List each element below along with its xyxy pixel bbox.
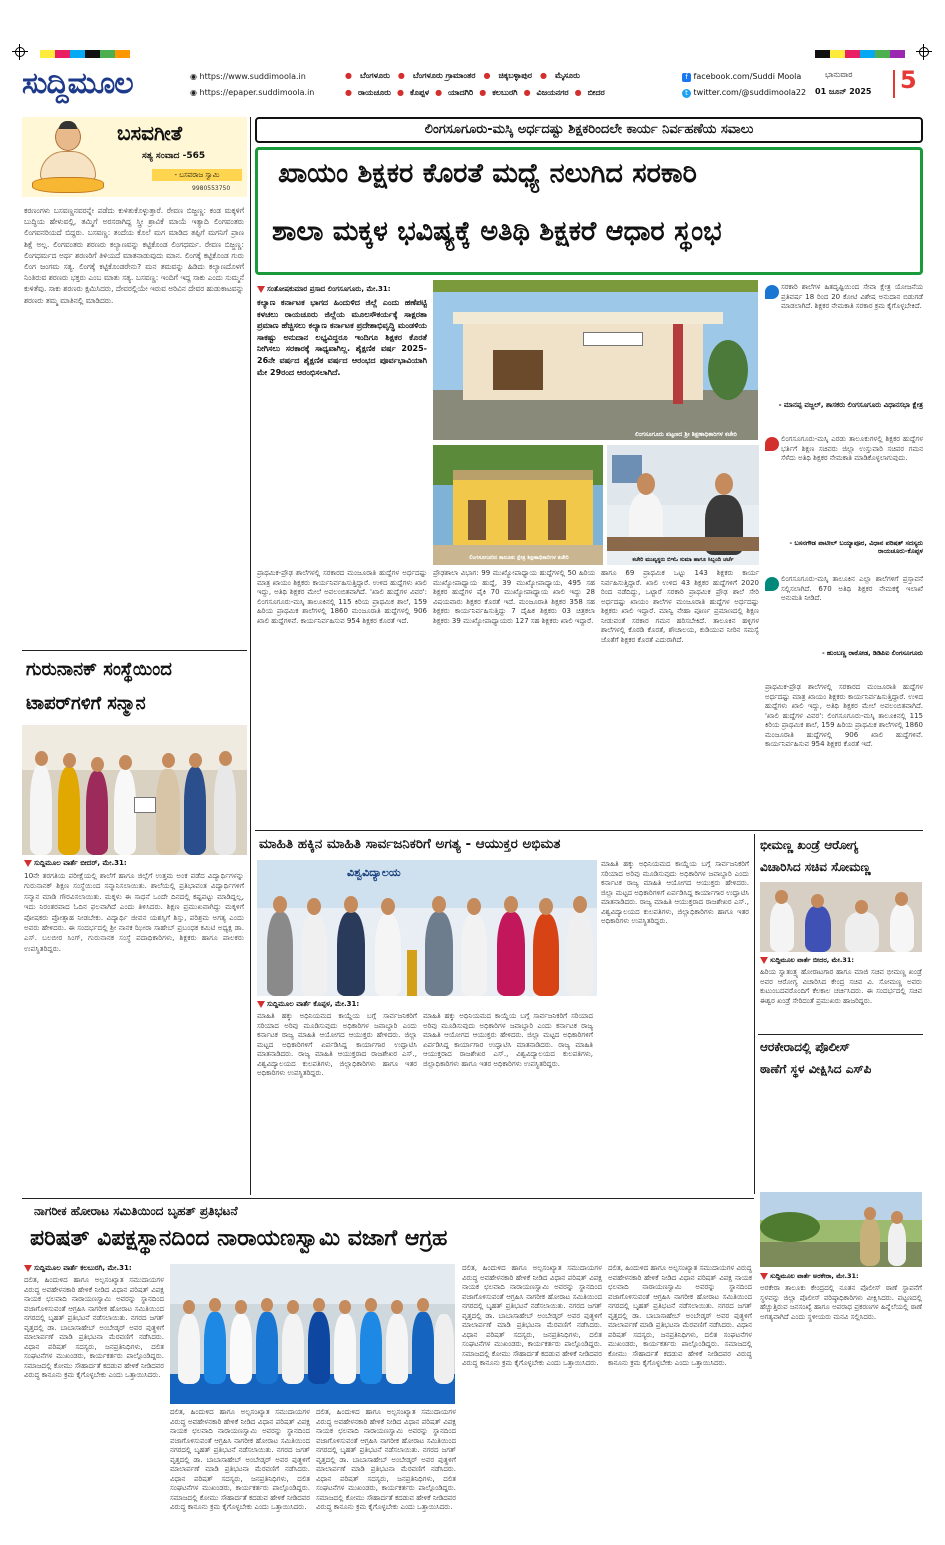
issue-date: 01 ಜೂನ್ 2025	[815, 87, 872, 96]
somanna-body: ಹಿರಿಯ ಸ್ವಾತಂತ್ರ್ಯ ಹೋರಾಟಗಾರ ಹಾಗೂ ಮಾಜಿ ಸಚಿವ ಭೀಮಣ್ಣ ಖಂಡ್ರೆ ಅವರ ಆರೋಗ್ಯ ವಿಚಾರಿಸಿದ ಕೇಂದ್ರ ಸಚಿವ ವಿ. ಸೋಮಣ್ಣ ಅವರು ಕುಟುಂಬದವರೊಂದಿಗೆ ಕೆಲಕಾಲ ಚರ್ಚಿಸಿದರು. ಈ ಸಂದರ್ಭದಲ್ಲಿ ಸಚಿವ ಈಶ್ವರ ಖಂಡ್ರೆ ಸೇರಿದಂತೆ ಪ್ರಮುಖರು ಹಾಜರಿದ್ದರು.	[760, 968, 922, 1005]
twitter-link[interactable]: t twitter.com/@suddimoola22	[682, 88, 806, 98]
office-building-photo	[433, 280, 758, 440]
location-pin-icon	[760, 957, 768, 964]
rti-headline: ಮಾಹಿತಿ ಹಕ್ಕಿನ ಮಾಹಿತಿ ಸಾರ್ವಜನಿಕರಿಗೆ ಅಗತ್ಯ - ಆಯುಕ್ತರ ಅಭಿಮತ	[259, 836, 561, 852]
edition-bidar[interactable]: ಬೀದರ	[587, 88, 605, 97]
gurunanak-headline-1: ಗುರುನಾನಕ್ ಸಂಸ್ಥೆಯಿಂದ	[26, 659, 172, 680]
author-phone: 9980553750	[192, 185, 231, 192]
rti-story	[255, 834, 750, 1194]
rti-body-col-1: ಮಾಹಿತಿ ಹಕ್ಕು ಅಧಿನಿಯಮದ ಕಾಯ್ದೆಯ ಬಗ್ಗೆ ಸಾರ್ವಜನಿಕರಿಗೆ ಸರಿಯಾದ ಅರಿವು ಮೂಡಿಸುವುದು ಅಧಿಕಾರಿಗಳ ಜವಾಬ್ದಾರಿ ಎಂದು ಕರ್ನಾಟಕ ರಾಜ್ಯ ಮಾಹಿತಿ ಆಯೋಗದ ಆಯುಕ್ತರು ಹೇಳಿದರು. ಜಿಲ್ಲಾ ಮಟ್ಟದ ಅಧಿಕಾರಿಗಳಿಗೆ ಏರ್ಪಡಿಸಿದ್ದ ಕಾರ್ಯಾಗಾರ ಉದ್ಘಾಟಿಸಿ ಮಾತನಾಡಿದರು. ರಾಜ್ಯ ಮಾಹಿತಿ ಆಯುಕ್ತರಾದ ರಾಜಶೇಖರ ಎಸ್., ವಿಶ್ವವಿದ್ಯಾಲಯದ ಕುಲಪತಿಗಳು, ಜಿಲ್ಲಾಧಿಕಾರಿಗಳು ಹಾಗೂ ಇತರ ಅಧಿಕಾರಿಗಳು ಉಪಸ್ಥಿತರಿದ್ದರು.	[257, 1012, 417, 1077]
officials-photo-caption: ಕಚೇರಿ ಮುಖ್ಯಸ್ಥರು ಬಿಇಓ ಸುಮಾ ಹಾಗೂ ಸಿಬ್ಬಂದಿ ಚರ್ಚೆ	[632, 557, 734, 563]
somanna-photo	[760, 882, 922, 952]
protest-photo	[170, 1264, 455, 1404]
basava-subtitle: ಸತ್ಯ ಸಂವಾದ -565	[142, 151, 206, 161]
protest-kicker: ನಾಗರೀಕ ಹೋರಾಟ ಸಮಿತಿಯಿಂದ ಬೃಹತ್ ಪ್ರತಿಭಟನೆ	[34, 1204, 238, 1218]
globe-icon: ◉	[190, 88, 197, 97]
somanna-headline-1: ಭೀಮಣ್ಣ ಖಂಡ್ರೆ ಆರೋಗ್ಯ	[760, 838, 859, 852]
edition-vijayanagara[interactable]: ವಿಜಯನಗರ	[536, 88, 569, 97]
sp-headline-2: ಠಾಣೆಗೆ ಸ್ಥಳ ವೀಕ್ಷಿಸಿದ ಎಸ್‌ಪಿ	[760, 1062, 872, 1076]
main-headline-2: ಶಾಲಾ ಮಕ್ಕಳ ಭವಿಷ್ಯಕ್ಕೆ ಅತಿಥಿ ಶಿಕ್ಷಕರೆ ಆಧಾರ ಸ್ಥಂಭ	[272, 216, 722, 247]
main-body-col-3: ಹಾಗೂ 69 ಪ್ರಾಥಮಿಕ ಒಟ್ಟು 143 ಶಿಕ್ಷಕರು ಕಾರ್ಯ ನಿರ್ವಹಿಸುತ್ತಿದ್ದಾರೆ. ಖಾಲಿ ಉಳಿದ 43 ಶಿಕ್ಷಕರ ಹುದ್ದೆಗಳಿಗೆ 2020 ರಿಂದ ನಡೆದಿದ್ದು, ಒಟ್ಟಾರೆ ಸರಕಾರಿ ಪ್ರಾಥಮಿಕ ಪ್ರೌಢ ಶಾಲೆ ಸೇರಿ ಅರ್ಧದಷ್ಟು ಖಾಯಂ ಶಾಲೆಗಳ ಮಂಜೂರಾತಿ ಹುದ್ದೆಗಳ ಅರ್ಧದಷ್ಟು ಶಿಕ್ಷಕರು ಖಾಲಿ ಇದ್ದಾರೆ. ಮಾನ್ವಿ ನೇಹಾ ಪೂರ್ಣ ಪ್ರಮಾಣದಲ್ಲಿ ಶಿಕ್ಷಣ ನೀಡುವಂತೆ ಸರಕಾರ ಗಮನ ಹರಿಸಬೇಕಿದೆ. ತಾಲೂಕಿನ ಹಳ್ಳಿಗಳ ಶಾಲೆಗಳಲ್ಲಿ ಕೊಠಡಿ ಕೊರತೆ, ಶೌಚಾಲಯ, ಕುಡಿಯುವ ನೀರಿನ ಸಮಸ್ಯೆ ಜೊತೆಗೆ ಶಿಕ್ಷಕರ ಕೊರತೆ ಎದುರಾಗಿದೆ.	[601, 569, 759, 644]
rti-dateline: ಸುದ್ದಿಮೂಲ ವಾರ್ತೆ ಕೊಪ್ಪಳ, ಮೇ.31:	[257, 1000, 359, 1009]
logo[interactable]: ಸುದ್ದಿಮೂಲ	[22, 66, 133, 101]
quote-box-1: ಸರಕಾರಿ ಶಾಲೆಗಳ ಹಿತದೃಷ್ಟಿಯಿಂದ ಸೇವಾ ಕ್ಷೇತ್ರ ಯೋಜನೆಯ ಪ್ರತಿವರ್ಷ 18 ರಿಂದ 20 ಕೋಟಿ ವಿಶೇಷ ಅನುದಾನ ಬಿಡುಗಡೆ ಮಾಡಲಾಗಿದೆ. ಶಿಕ್ಷಕರ ನೇಮಕಾತಿ ಸರಕಾರ ಕ್ರಮ ಕೈಗೊಳ್ಳಬೇಕಿದೆ. - ಮಾನಪ್ಪ ವಜ್ಜಲ್, ಶಾಸಕರು ಲಿಂಗಸೂಗೂರು ವಿಧಾನಸಭಾ ಕ್ಷೇತ್ರ	[763, 283, 923, 433]
rti-body-col-2: ಮಾಹಿತಿ ಹಕ್ಕು ಅಧಿನಿಯಮದ ಕಾಯ್ದೆಯ ಬಗ್ಗೆ ಸಾರ್ವಜನಿಕರಿಗೆ ಸರಿಯಾದ ಅರಿವು ಮೂಡಿಸುವುದು ಅಧಿಕಾರಿಗಳ ಜವಾಬ್ದಾರಿ ಎಂದು ಕರ್ನಾಟಕ ರಾಜ್ಯ ಮಾಹಿತಿ ಆಯೋಗದ ಆಯುಕ್ತರು ಹೇಳಿದರು. ಜಿಲ್ಲಾ ಮಟ್ಟದ ಅಧಿಕಾರಿಗಳಿಗೆ ಏರ್ಪಡಿಸಿದ್ದ ಕಾರ್ಯಾಗಾರ ಉದ್ಘಾಟಿಸಿ ಮಾತನಾಡಿದರು. ರಾಜ್ಯ ಮಾಹಿತಿ ಆಯುಕ್ತರಾದ ರಾಜಶೇಖರ ಎಸ್., ವಿಶ್ವವಿದ್ಯಾಲಯದ ಕುಲಪತಿಗಳು, ಜಿಲ್ಲಾಧಿಕಾರಿಗಳು ಹಾಗೂ ಇತರ ಅಧಿಕಾರಿಗಳು ಉಪಸ್ಥಿತರಿದ್ದರು.	[423, 1012, 593, 1068]
basava-header	[22, 117, 247, 197]
basava-title: ಬಸವಗೀತೆ	[117, 121, 183, 145]
basava-column	[22, 117, 247, 648]
sp-photo	[760, 1192, 922, 1267]
edition-row-1: ● ಬೆಂಗಳೂರು ● ಬೆಂಗಳೂರು ಗ್ರಾಮಾಂತರ ● ಚಿಕ್ಕಬಳ್ಳಾಪುರ ● ಮೈಸೂರು	[345, 71, 580, 80]
sp-dateline: ಸುದ್ದಿಮೂಲ ವಾರ್ತೆ ಅರಕೇರಾ, ಮೇ.31:	[760, 1272, 859, 1281]
page-divider	[893, 70, 895, 98]
main-lead: ಕಲ್ಯಾಣ ಕರ್ನಾಟಕ ಭಾಗದ ಹಿಂದುಳಿದ ಜಿಲ್ಲೆ ಎಂದು ಹಣೆಪಟ್ಟಿ ಕಳಚಲು ರಾಯಚೂರು ಜಿಲ್ಲೆಯ ಮೂಲಸೌಕರ್ಯಕ್ಕೆ ಸಾಕ್ಷರತಾ ಪ್ರಮಾಣ ಹೆಚ್ಚಿಸಲು ಕಲ್ಯಾಣ ಕರ್ನಾಟಕ ಪ್ರದೇಶಾಭಿವೃದ್ಧಿ ಮಂಡಳಿಯ ಸಾಕಷ್ಟು ಅನುದಾನ ಲಭ್ಯವಿದ್ದರೂ ಇಂದಿಗೂ ಶಿಕ್ಷಕರ ಕೊರತೆ ನೀಗಿಸಲು ಸರಕಾರಕ್ಕೆ ಸಾಧ್ಯವಾಗಿಲ್ಲ. ಶೈಕ್ಷಣಿಕ ವರ್ಷ 2025-26ನೇ ವರ್ಷದ ಶೈಕ್ಷಣಿಕ ವರ್ಷದ ಆರಂಭದ ಪೂರ್ವಭಾವಿಯಾಗಿ ಮೇ 29ರಂದ ಆರಂಭಿಸಲಾಗಿದೆ.	[257, 298, 427, 377]
protest-headline: ಪರಿಷತ್ ವಿಪಕ್ಷಸ್ಥಾನದಿಂದ ನಾರಾಯಣಸ್ವಾಮಿ ವಜಾಗೆ ಆಗ್ರಹ	[30, 1226, 448, 1251]
rti-body-col-3: ಮಾಹಿತಿ ಹಕ್ಕು ಅಧಿನಿಯಮದ ಕಾಯ್ದೆಯ ಬಗ್ಗೆ ಸಾರ್ವಜನಿಕರಿಗೆ ಸರಿಯಾದ ಅರಿವು ಮೂಡಿಸುವುದು ಅಧಿಕಾರಿಗಳ ಜವಾಬ್ದಾರಿ ಎಂದು ಕರ್ನಾಟಕ ರಾಜ್ಯ ಮಾಹಿತಿ ಆಯೋಗದ ಆಯುಕ್ತರು ಹೇಳಿದರು. ಜಿಲ್ಲಾ ಮಟ್ಟದ ಅಧಿಕಾರಿಗಳಿಗೆ ಏರ್ಪಡಿಸಿದ್ದ ಕಾರ್ಯಾಗಾರ ಉದ್ಘಾಟಿಸಿ ಮಾತನಾಡಿದರು. ರಾಜ್ಯ ಮಾಹಿತಿ ಆಯುಕ್ತರಾದ ರಾಜಶೇಖರ ಎಸ್., ವಿಶ್ವವಿದ್ಯಾಲಯದ ಕುಲಪತಿಗಳು, ಜಿಲ್ಲಾಧಿಕಾರಿಗಳು ಹಾಗೂ ಇತರ ಅಧಿಕಾರಿಗಳು ಉಪಸ್ಥಿತರಿದ್ದರು.	[601, 860, 749, 925]
school-building-photo	[433, 445, 603, 565]
main-headline-box	[255, 147, 923, 275]
edition-kalaburagi[interactable]: ಕಲಬುರಗಿ	[492, 88, 518, 97]
protest-body-col-2: ದಲಿತ, ಹಿಂದುಳಿದ ಹಾಗೂ ಅಲ್ಪಸಂಖ್ಯಾತ ಸಮುದಾಯಗಳ ವಿರುದ್ಧ ಅವಹೇಳನಕಾರಿ ಹೇಳಿಕೆ ನೀಡಿದ ವಿಧಾನ ಪರಿಷತ್ ವಿಪಕ್ಷ ನಾಯಕ ಛಲವಾದಿ ನಾರಾಯಣಸ್ವಾಮಿ ಅವರನ್ನು ಸ್ಥಾನದಿಂದ ವಜಾಗೊಳಿಸುವಂತೆ ಆಗ್ರಹಿಸಿ ನಾಗರೀಕ ಹೋರಾಟ ಸಮಿತಿಯಿಂದ ನಗರದಲ್ಲಿ ಬೃಹತ್ ಪ್ರತಿಭಟನೆ ನಡೆಸಲಾಯಿತು. ನಗರದ ಜಗತ್ ವೃತ್ತದಲ್ಲಿ ಡಾ. ಬಾಬಾಸಾಹೇಬ್ ಅಂಬೇಡ್ಕರ್ ಅವರ ಪುತ್ಥಳಿಗೆ ಮಾಲಾರ್ಪಣೆ ಮಾಡಿ ಪ್ರತಿಭಟನಾ ಮೆರವಣಿಗೆ ನಡೆಸಿದರು. ವಿಧಾನ ಪರಿಷತ್ ಸದಸ್ಯರು, ಜನಪ್ರತಿನಿಧಿಗಳು, ದಲಿತ ಸಂಘಟನೆಗಳ ಮುಖಂಡರು, ಕಾರ್ಯಕರ್ತರು ಪಾಲ್ಗೊಂಡಿದ್ದರು. ಸಮಾಜದಲ್ಲಿ ಕೋಮು ಸೌಹಾರ್ದತೆ ಕದಡುವ ಹೇಳಿಕೆ ನೀಡಿದವರ ವಿರುದ್ಧ ಕಾನೂನು ಕ್ರಮ ಕೈಗೊಳ್ಳಬೇಕು ಎಂದು ಒತ್ತಾಯಿಸಿದರು.	[170, 1408, 310, 1511]
facebook-icon: f	[682, 73, 691, 82]
sp-headline-1: ಆರಕೇರಾದಲ್ಲಿ ಪೊಲೀಸ್	[760, 1040, 850, 1054]
gurunanak-headline-2: ಟಾಪರ್‌ಗಳಿಗೆ ಸನ್ಮಾನ	[26, 693, 146, 714]
main-body-col-4: ಪ್ರಾಥಮಿಕ-ಪ್ರೌಢ ಶಾಲೆಗಳಲ್ಲಿ ಸರಕಾರದ ಮಂಜೂರಾತಿ ಹುದ್ದೆಗಳ ಅರ್ಧದಷ್ಟು ಮಾತ್ರ ಖಾಯಂ ಶಿಕ್ಷಕರು ಕಾರ್ಯನಿರ್ವಹಿಸುತ್ತಿದ್ದಾರೆ. ಉಳಿದ ಹುದ್ದೆಗಳು ಖಾಲಿ ಇದ್ದು, ಅತಿಥಿ ಶಿಕ್ಷಕರ ಮೇಲೆ ಅವಲಂಬಿತವಾಗಿದೆ. 'ಖಾಲಿ ಹುದ್ದೆಗಳ ವಿವರ': ಲಿಂಗಸೂಗೂರು-ಮಸ್ಕಿ ತಾಲೂಕಿನಲ್ಲಿ 115 ಕಿರಿಯ ಪ್ರಾಥಮಿಕ ಶಾಲೆ, 159 ಹಿರಿಯ ಪ್ರಾಥಮಿಕ ಶಾಲೆಗಳಲ್ಲಿ 1860 ಮಂಜೂರಾತಿ ಹುದ್ದೆಗಳಲ್ಲಿ 906 ಖಾಲಿ ಹುದ್ದೆಗಳಿವೆ. ಕಾರ್ಯನಿರ್ವಹಿಸುವ 954 ಶಿಕ್ಷಕರ ಕೊರತೆ ಇದೆ.	[765, 683, 923, 748]
protest-body-col-1: ದಲಿತ, ಹಿಂದುಳಿದ ಹಾಗೂ ಅಲ್ಪಸಂಖ್ಯಾತ ಸಮುದಾಯಗಳ ವಿರುದ್ಧ ಅವಹೇಳನಕಾರಿ ಹೇಳಿಕೆ ನೀಡಿದ ವಿಧಾನ ಪರಿಷತ್ ವಿಪಕ್ಷ ನಾಯಕ ಛಲವಾದಿ ನಾರಾಯಣಸ್ವಾಮಿ ಅವರನ್ನು ಸ್ಥಾನದಿಂದ ವಜಾಗೊಳಿಸುವಂತೆ ಆಗ್ರಹಿಸಿ ನಾಗರೀಕ ಹೋರಾಟ ಸಮಿತಿಯಿಂದ ನಗರದಲ್ಲಿ ಬೃಹತ್ ಪ್ರತಿಭಟನೆ ನಡೆಸಲಾಯಿತು. ನಗರದ ಜಗತ್ ವೃತ್ತದಲ್ಲಿ ಡಾ. ಬಾಬಾಸಾಹೇಬ್ ಅಂಬೇಡ್ಕರ್ ಅವರ ಪುತ್ಥಳಿಗೆ ಮಾಲಾರ್ಪಣೆ ಮಾಡಿ ಪ್ರತಿಭಟನಾ ಮೆರವಣಿಗೆ ನಡೆಸಿದರು. ವಿಧಾನ ಪರಿಷತ್ ಸದಸ್ಯರು, ಜನಪ್ರತಿನಿಧಿಗಳು, ದಲಿತ ಸಂಘಟನೆಗಳ ಮುಖಂಡರು, ಕಾರ್ಯಕರ್ತರು ಪಾಲ್ಗೊಂಡಿದ್ದರು. ಸಮಾಜದಲ್ಲಿ ಕೋಮು ಸೌಹಾರ್ದತೆ ಕದಡುವ ಹೇಳಿಕೆ ನೀಡಿದವರ ವಿರುದ್ಧ ಕಾನೂನು ಕ್ರಮ ಕೈಗೊಳ್ಳಬೇಕು ಎಂದು ಒತ್ತಾಯಿಸಿದರು.	[24, 1276, 164, 1379]
crop-mark-right	[916, 44, 932, 60]
facebook-link[interactable]: f facebook.com/Suddi Moola	[682, 72, 801, 82]
protest-body-col-5: ದಲಿತ, ಹಿಂದುಳಿದ ಹಾಗೂ ಅಲ್ಪಸಂಖ್ಯಾತ ಸಮುದಾಯಗಳ ವಿರುದ್ಧ ಅವಹೇಳನಕಾರಿ ಹೇಳಿಕೆ ನೀಡಿದ ವಿಧಾನ ಪರಿಷತ್ ವಿಪಕ್ಷ ನಾಯಕ ಛಲವಾದಿ ನಾರಾಯಣಸ್ವಾಮಿ ಅವರನ್ನು ಸ್ಥಾನದಿಂದ ವಜಾಗೊಳಿಸುವಂತೆ ಆಗ್ರಹಿಸಿ ನಾಗರೀಕ ಹೋರಾಟ ಸಮಿತಿಯಿಂದ ನಗರದಲ್ಲಿ ಬೃಹತ್ ಪ್ರತಿಭಟನೆ ನಡೆಸಲಾಯಿತು. ನಗರದ ಜಗತ್ ವೃತ್ತದಲ್ಲಿ ಡಾ. ಬಾಬಾಸಾಹೇಬ್ ಅಂಬೇಡ್ಕರ್ ಅವರ ಪುತ್ಥಳಿಗೆ ಮಾಲಾರ್ಪಣೆ ಮಾಡಿ ಪ್ರತಿಭಟನಾ ಮೆರವಣಿಗೆ ನಡೆಸಿದರು. ವಿಧಾನ ಪರಿಷತ್ ಸದಸ್ಯರು, ಜನಪ್ರತಿನಿಧಿಗಳು, ದಲಿತ ಸಂಘಟನೆಗಳ ಮುಖಂಡರು, ಕಾರ್ಯಕರ್ತರು ಪಾಲ್ಗೊಂಡಿದ್ದರು. ಸಮಾಜದಲ್ಲಿ ಕೋಮು ಸೌಹಾರ್ದತೆ ಕದಡುವ ಹೇಳಿಕೆ ನೀಡಿದವರ ವಿರುದ್ಧ ಕಾನೂನು ಕ್ರಮ ಕೈಗೊಳ್ಳಬೇಕು ಎಂದು ಒತ್ತಾಯಿಸಿದರು.	[608, 1264, 752, 1367]
edition-bengaluru-rural[interactable]: ಬೆಂಗಳೂರು ಗ್ರಾಮಾಂತರ	[412, 71, 476, 80]
edition-raichur[interactable]: ರಾಯಚೂರು	[357, 88, 391, 97]
certificate	[134, 797, 156, 813]
main-story	[255, 117, 923, 825]
globe-icon: ◉	[190, 72, 197, 81]
edition-dot-icon: ●	[345, 71, 352, 80]
school-photo-caption: ಲಿಂಗಸೂಗೂರಿನ ತಾಲೂಕು ಕ್ಷೇತ್ರ ಶಿಕ್ಷಣಾಧಿಕಾರಿಗಳ ಕಚೇರಿ	[469, 555, 569, 561]
main-kicker: ಲಿಂಗಸೂಗೂರು-ಮಸ್ಕಿ ಅರ್ಧದಷ್ಟು ಶಿಕ್ಷಕರಿಂದಲೇ ಕಾರ್ಯ ನಿರ್ವಹಣೆಯ ಸವಾಲು	[255, 117, 923, 143]
quote-box-3: ಲಿಂಗಸೂಗೂರು-ಮಸ್ಕಿ ತಾಲೂಕಿನ ಎಲ್ಲಾ ಶಾಲೆಗಳಿಗೆ ಪ್ರಸ್ತಾವನೆ ಸಲ್ಲಿಸಲಾಗಿದೆ. 670 ಅತಿಥಿ ಶಿಕ್ಷಕರ ನೇಮಕಕ್ಕೆ ಇಲಾಖೆ ಅನುಮತಿ ನೀಡಿದೆ. - ಹುಂಬಣ್ಣ ರಾಠೋಡ, ಡಿಡಿಪಿಐ ಲಿಂಗಸೂಗೂರು	[763, 575, 923, 675]
somanna-story	[758, 834, 923, 1032]
quote-box-2: ಲಿಂಗಸೂಗೂರು-ಮಸ್ಕಿ ಎರಡು ತಾಲೂಕುಗಳಲ್ಲಿ ಶಿಕ್ಷಕರ ಹುದ್ದೆಗಳ ಭರ್ತಿಗೆ ಶಿಕ್ಷಣ ಸಚಿವರು ಜಿಲ್ಲಾ ಉಸ್ತುವಾರಿ ಸಚಿವರ ಗಮನ ಸೆಳೆದು ಅತಿಥಿ ಶಿಕ್ಷಕರ ನೇಮಕಾತಿ ಮಾಡಿಕೊಳ್ಳಲಾಗುವುದು. - ಬಸನಗೌಡ ಪಾಟೀಲ್ ಬಯ್ಯಾಪೂರ, ವಿಧಾನ ಪರಿಷತ್ ಸದಸ್ಯರು ರಾಯಚೂರು-ಕೊಪ್ಪಳ	[763, 435, 923, 571]
edition-mysuru[interactable]: ಮೈಸೂರು	[555, 71, 580, 80]
basava-body: ಕರಣಂಗಳು ಬಸವಣ್ಣನವರನ್ನೇ ಪಡೆದು ಕುಳಿತುಕೊಳ್ಳುತ್ತಾರೆ. ರೇವಣ ಬಿಜ್ಜಣ್ಣ: ಕಂಡ ಮಕ್ಕಳಿಗೆ ಬುದ್ಧಿಯ ಹೇಳುವಲ್ಲಿ, ತಮ್ಮಿಗೆ ಅರಸರಾಗಿದ್ದ ಸ್ತ್ರೀ ಶ್ರಾವಿಕೆ ಮಾಯೆ ಇತ್ಯಾದಿ ಲಿಂಗವಂತರು ಲಿಂಗವನರಿಯದೆ ಬಿದ್ದರು. ಬಸವಣ್ಣ: ತಂದೆಯ ಕೊಲೆ ಮಗ ಮಾಡಿದ ತಪ್ಪಿಗೆ ಮಗನಿಗೆ ಪ್ರಾಣ ಶಿಕ್ಷೆ ಅಲ್ಲ. ಲಿಂಗವಂತರು ಶರಣರು ಕಲ್ಯಾಣವನ್ನು ಕಟ್ಟಿಕೊಂಡ ಲಿಂಗಧರ್ಮ. ರೇವಣ ಬಿಜ್ಜಣ್ಣ: ಲಿಂಗಧರ್ಮದ ಅರ್ಥ ಶರಣರಿಗೆ ತಿಳಿಯದೆ ಮಾತನಾಡುವುದು ಮಾನ. ಲಿಂಗಕ್ಕೆ ಕಟ್ಟಿಕೊಂಡ ಗುರು ಲಿಂಗ ಜಂಗಮ ಸತ್ಯ. ಲಿಂಗಕ್ಕೆ ಕಟ್ಟಿಕೊಂಡರೇನು? ಮನ ತಮವನ್ನು ಹಿಡಿದು ಕಲ್ಯಾಣದೊಳಗೆ ನಿಂತಿರುವ ಶರಣರು ಭಕ್ತರು ಎಂಬ ಮಾತು ಸತ್ಯ. ಬಸವಣ್ಣ: ಇಂದಿಗೆ ಇದ್ದ ಸಾಕು ಎಂದು ಸುಮ್ಮನೆ ಕುಳಿತೆವು. ಸಾಕು ಶರಣರು ಕ್ಷಮಿಸಿದರು, ದೇವರಲ್ಲಿಯೇ ಇರುವ ಅರಿವಿನ ದೇವರ ಹುಡುಕಾಟವನ್ನು ಶರಣರು ತಮ್ಮ ಮಾತಿನಲ್ಲಿ ಮಾಡಿದರು.	[24, 206, 244, 305]
twitter-icon: t	[682, 89, 691, 98]
location-pin-icon	[257, 1001, 265, 1008]
sp-story	[758, 1038, 923, 1528]
saint-illustration	[30, 121, 105, 195]
edition-yadgir[interactable]: ಯಾದಗಿರಿ	[448, 88, 474, 97]
edition-koppal[interactable]: ಕೊಪ್ಪಳ	[409, 88, 430, 97]
location-pin-icon	[257, 286, 265, 293]
office-photo-caption: ಲಿಂಗಸೂಗೂರು ಪಟ್ಟಣದ ಶ್ರೀ ಶಿಕ್ಷಣಾಧಿಕಾರಿಗಳ ಕಚೇರಿ	[635, 431, 737, 438]
gurunanak-dateline: ಸುದ್ದಿಮೂಲ ವಾರ್ತೆ ಬೀದರ್, ಮೇ.31:	[24, 859, 127, 868]
protest-body-col-4: ದಲಿತ, ಹಿಂದುಳಿದ ಹಾಗೂ ಅಲ್ಪಸಂಖ್ಯಾತ ಸಮುದಾಯಗಳ ವಿರುದ್ಧ ಅವಹೇಳನಕಾರಿ ಹೇಳಿಕೆ ನೀಡಿದ ವಿಧಾನ ಪರಿಷತ್ ವಿಪಕ್ಷ ನಾಯಕ ಛಲವಾದಿ ನಾರಾಯಣಸ್ವಾಮಿ ಅವರನ್ನು ಸ್ಥಾನದಿಂದ ವಜಾಗೊಳಿಸುವಂತೆ ಆಗ್ರಹಿಸಿ ನಾಗರೀಕ ಹೋರಾಟ ಸಮಿತಿಯಿಂದ ನಗರದಲ್ಲಿ ಬೃಹತ್ ಪ್ರತಿಭಟನೆ ನಡೆಸಲಾಯಿತು. ನಗರದ ಜಗತ್ ವೃತ್ತದಲ್ಲಿ ಡಾ. ಬಾಬಾಸಾಹೇಬ್ ಅಂಬೇಡ್ಕರ್ ಅವರ ಪುತ್ಥಳಿಗೆ ಮಾಲಾರ್ಪಣೆ ಮಾಡಿ ಪ್ರತಿಭಟನಾ ಮೆರವಣಿಗೆ ನಡೆಸಿದರು. ವಿಧಾನ ಪರಿಷತ್ ಸದಸ್ಯರು, ಜನಪ್ರತಿನಿಧಿಗಳು, ದಲಿತ ಸಂಘಟನೆಗಳ ಮುಖಂಡರು, ಕಾರ್ಯಕರ್ತರು ಪಾಲ್ಗೊಂಡಿದ್ದರು. ಸಮಾಜದಲ್ಲಿ ಕೋಮು ಸೌಹಾರ್ದತೆ ಕದಡುವ ಹೇಳಿಕೆ ನೀಡಿದವರ ವಿರುದ್ಧ ಕಾನೂನು ಕ್ರಮ ಕೈಗೊಳ್ಳಬೇಕು ಎಂದು ಒತ್ತಾಯಿಸಿದರು.	[462, 1264, 602, 1367]
gurunanak-body: 10ನೇ ತರಗತಿಯ ಪರೀಕ್ಷೆಯಲ್ಲಿ ಶಾಲೆಗೆ ಹಾಗೂ ಜಿಲ್ಲೆಗೆ ಉತ್ತಮ ಅಂಕ ಪಡೆದ ವಿದ್ಯಾರ್ಥಿಗಳನ್ನು ಗುರುನಾನಕ್ ಶಿಕ್ಷಣ ಸಂಸ್ಥೆಯಿಂದ ಸನ್ಮಾನಿಸಲಾಯಿತು. ಶಾಲೆಯಲ್ಲಿ ಪ್ರತಿಭಾವಂತ ವಿದ್ಯಾರ್ಥಿಗಳಿಗೆ ಸನ್ಮಾನ ಮಾಡಿ ಗೌರವಿಸಲಾಯಿತು. ಮಕ್ಕಳು ಈ ಸಾಧನೆ ಒಂದೇ ದಿನದಲ್ಲಿ ಕಷ್ಟಪಟ್ಟು ಮಾಡಿದ್ದಲ್ಲ, ಇದು ನಿರಂತರವಾದ ಓದಿನ ಫಲವಾಗಿದೆ ಎಂದು ತಿಳಿಸಿದರು. ಶಿಕ್ಷಣ ಪ್ರಮುಖವಾಗಿದ್ದು ಮಕ್ಕಳಿಗೆ ಪೋಷಕರು ಪ್ರೋತ್ಸಾಹ ನೀಡಬೇಕು. ವಿದ್ಯಾರ್ಥಿ ಜೀವನ ಯಶಸ್ಸಿಗೆ ಶಿಸ್ತು, ಪರಿಶ್ರಮ ಅಗತ್ಯ ಎಂದು ಅವರು ಹೇಳಿದರು. ಈ ಸಂದರ್ಭದಲ್ಲಿ ಶ್ರೀ ನಾನಕ ಝೀರಾ ಸಾಹೇಬ್ ಪ್ರಬಂಧಕ ಕಮಿಟಿ ಅಧ್ಯಕ್ಷ ಡಾ. ಎಸ್. ಬಲಬೀರ ಸಿಂಗ್, ಗುರುನಾನಕ ಸಂಸ್ಥೆ ಪದಾಧಿಕಾರಿಗಳು, ಶಿಕ್ಷಕರು ಹಾಗೂ ಪಾಲಕರು ಉಪಸ್ಥಿತರಿದ್ದರು.	[24, 871, 244, 953]
somanna-headline-2: ವಿಚಾರಿಸಿದ ಸಚಿವ ಸೋಮಣ್ಣ	[760, 860, 871, 874]
edition-chikkaballapur[interactable]: ಚಿಕ್ಕಬಳ್ಳಾಪುರ	[498, 71, 533, 80]
university-banner: ವಿಶ್ವವಿದ್ಯಾಲಯ	[347, 866, 401, 879]
page-number: 5	[900, 66, 917, 94]
location-pin-icon	[760, 1273, 768, 1280]
crop-mark-left	[12, 44, 28, 60]
location-pin-icon	[24, 1265, 32, 1272]
registration-bar-right	[815, 50, 905, 58]
main-headline-1: ಖಾಯಂ ಶಿಕ್ಷಕರ ಕೊರತೆ ಮಧ್ಯೆ ನಲುಗಿದ ಸರಕಾರಿ	[278, 158, 697, 189]
epaper-link[interactable]: ◉ https://epaper.suddimoola.in	[190, 88, 315, 97]
main-body-col-1: ಪ್ರಾಥಮಿಕ-ಪ್ರೌಢ ಶಾಲೆಗಳಲ್ಲಿ ಸರಕಾರದ ಮಂಜೂರಾತಿ ಹುದ್ದೆಗಳ ಅರ್ಧದಷ್ಟು ಮಾತ್ರ ಖಾಯಂ ಶಿಕ್ಷಕರು ಕಾರ್ಯನಿರ್ವಹಿಸುತ್ತಿದ್ದಾರೆ. ಉಳಿದ ಹುದ್ದೆಗಳು ಖಾಲಿ ಇದ್ದು, ಅತಿಥಿ ಶಿಕ್ಷಕರ ಮೇಲೆ ಅವಲಂಬಿತವಾಗಿದೆ. 'ಖಾಲಿ ಹುದ್ದೆಗಳ ವಿವರ': ಲಿಂಗಸೂಗೂರು-ಮಸ್ಕಿ ತಾಲೂಕಿನಲ್ಲಿ 115 ಕಿರಿಯ ಪ್ರಾಥಮಿಕ ಶಾಲೆ, 159 ಹಿರಿಯ ಪ್ರಾಥಮಿಕ ಶಾಲೆಗಳಲ್ಲಿ 1860 ಮಂಜೂರಾತಿ ಹುದ್ದೆಗಳಲ್ಲಿ 906 ಖಾಲಿ ಹುದ್ದೆಗಳಿವೆ. ಕಾರ್ಯನಿರ್ವಹಿಸುವ 954 ಶಿಕ್ಷಕರ ಕೊರತೆ ಇದೆ.	[257, 569, 427, 625]
quote-3-icon	[765, 577, 779, 591]
sp-body: ಅರಕೇರಾ ತಾಲೂಕು ಕೇಂದ್ರದಲ್ಲಿ ನೂತನ ಪೊಲೀಸ್ ಠಾಣೆ ಸ್ಥಾಪನೆಗೆ ಸ್ಥಳವನ್ನು ಜಿಲ್ಲಾ ಪೊಲೀಸ್ ವರಿಷ್ಠಾಧಿಕಾರಿಗಳು ವೀಕ್ಷಿಸಿದರು. ಪಟ್ಟಣದಲ್ಲಿ ಹೆಚ್ಚುತ್ತಿರುವ ಜನಸಂಖ್ಯೆ ಹಾಗೂ ಅಪರಾಧ ಪ್ರಕರಣಗಳ ಹಿನ್ನೆಲೆಯಲ್ಲಿ ಠಾಣೆ ಅಗತ್ಯವಾಗಿದೆ ಎಂದು ಸ್ಥಳೀಯರು ಮನವಿ ಸಲ್ಲಿಸಿದರು.	[760, 1284, 922, 1321]
officials-photo	[607, 445, 759, 565]
website-link[interactable]: ◉ https://www.suddimoola.in	[190, 72, 306, 81]
gurunanak-photo	[22, 725, 247, 855]
author-tag: - ಬಸವರಾಜ ಸ್ವಾಮಿ	[152, 169, 242, 181]
main-body-col-2: ಪ್ರೌಢಶಾಲಾ ವಿಭಾಗ: 99 ಮುಖ್ಯೋಪಾಧ್ಯಾಯ ಹುದ್ದೆಗಳಲ್ಲಿ 50 ಹಿರಿಯ ಮುಖ್ಯೋಪಾಧ್ಯಾಯ ಹುದ್ದೆ, 39 ಮುಖ್ಯೋಪಾಧ್ಯಾಯ, 495 ಸಹ ಶಿಕ್ಷಕರ ಹುದ್ದೆಗಳ ಪೈಕಿ 70 ಮುಖ್ಯೋಪಾಧ್ಯಾಯ ಖಾಲಿ ಇದ್ದು 28 ವಿಷಯವಾರು ಶಿಕ್ಷಕರ ಕೊರತೆ ಇದೆ. ಮಂಜೂರಾತಿ ಶಿಕ್ಷಕರ 358 ಸಹ ಶಿಕ್ಷಕರು ಕಾರ್ಯನಿರ್ವಹಿಸುತ್ತಿದ್ದು 7 ದೈಹಿಕ ಶಿಕ್ಷಕರು 03 ಚಿತ್ರಕಲಾ ಶಿಕ್ಷಕರು 39 ಮುಖ್ಯೋಪಾಧ್ಯಾಯರು 127 ಸಹ ಶಿಕ್ಷಕರು ಖಾಲಿ ಇದ್ದಾರೆ.	[433, 569, 595, 625]
edition-bengaluru[interactable]: ಬೆಂಗಳೂರು	[359, 71, 390, 80]
main-dateline: ಸಂತೋಷಕುಮಾರ ಪ್ರಸಾದ ಲಿಂಗಸೂಗೂರು, ಮೇ.31:	[257, 285, 391, 294]
somanna-dateline: ಸುದ್ದಿಮೂಲ ವಾರ್ತೆ ಬೀದರ, ಮೇ.31:	[760, 956, 854, 965]
issue-day: ಭಾನುವಾರ	[825, 70, 853, 79]
lamp	[407, 950, 417, 996]
protest-dateline: ಸುದ್ದಿಮೂಲ ವಾರ್ತೆ ಕಲಬುರಗಿ, ಮೇ.31:	[24, 1264, 132, 1273]
protest-body-col-3: ದಲಿತ, ಹಿಂದುಳಿದ ಹಾಗೂ ಅಲ್ಪಸಂಖ್ಯಾತ ಸಮುದಾಯಗಳ ವಿರುದ್ಧ ಅವಹೇಳನಕಾರಿ ಹೇಳಿಕೆ ನೀಡಿದ ವಿಧಾನ ಪರಿಷತ್ ವಿಪಕ್ಷ ನಾಯಕ ಛಲವಾದಿ ನಾರಾಯಣಸ್ವಾಮಿ ಅವರನ್ನು ಸ್ಥಾನದಿಂದ ವಜಾಗೊಳಿಸುವಂತೆ ಆಗ್ರಹಿಸಿ ನಾಗರೀಕ ಹೋರಾಟ ಸಮಿತಿಯಿಂದ ನಗರದಲ್ಲಿ ಬೃಹತ್ ಪ್ರತಿಭಟನೆ ನಡೆಸಲಾಯಿತು. ನಗರದ ಜಗತ್ ವೃತ್ತದಲ್ಲಿ ಡಾ. ಬಾಬಾಸಾಹೇಬ್ ಅಂಬೇಡ್ಕರ್ ಅವರ ಪುತ್ಥಳಿಗೆ ಮಾಲಾರ್ಪಣೆ ಮಾಡಿ ಪ್ರತಿಭಟನಾ ಮೆರವಣಿಗೆ ನಡೆಸಿದರು. ವಿಧಾನ ಪರಿಷತ್ ಸದಸ್ಯರು, ಜನಪ್ರತಿನಿಧಿಗಳು, ದಲಿತ ಸಂಘಟನೆಗಳ ಮುಖಂಡರು, ಕಾರ್ಯಕರ್ತರು ಪಾಲ್ಗೊಂಡಿದ್ದರು. ಸಮಾಜದಲ್ಲಿ ಕೋಮು ಸೌಹಾರ್ದತೆ ಕದಡುವ ಹೇಳಿಕೆ ನೀಡಿದವರ ವಿರುದ್ಧ ಕಾನೂನು ಕ್ರಮ ಕೈಗೊಳ್ಳಬೇಕು ಎಂದು ಒತ್ತಾಯಿಸಿದರು.	[316, 1408, 456, 1511]
rti-photo	[257, 860, 597, 996]
registration-bar	[40, 50, 130, 58]
location-pin-icon	[24, 860, 32, 867]
quote-1-icon	[765, 285, 779, 299]
quote-2-icon	[765, 437, 779, 451]
gurunanak-story	[22, 655, 247, 1195]
protest-story	[22, 1202, 754, 1527]
masthead	[0, 0, 945, 112]
edition-row-2: ● ರಾಯಚೂರು ● ಕೊಪ್ಪಳ ● ಯಾದಗಿರಿ ● ಕಲಬುರಗಿ ● ವಿಜಯನಗರ ● ಬೀದರ	[345, 88, 605, 97]
